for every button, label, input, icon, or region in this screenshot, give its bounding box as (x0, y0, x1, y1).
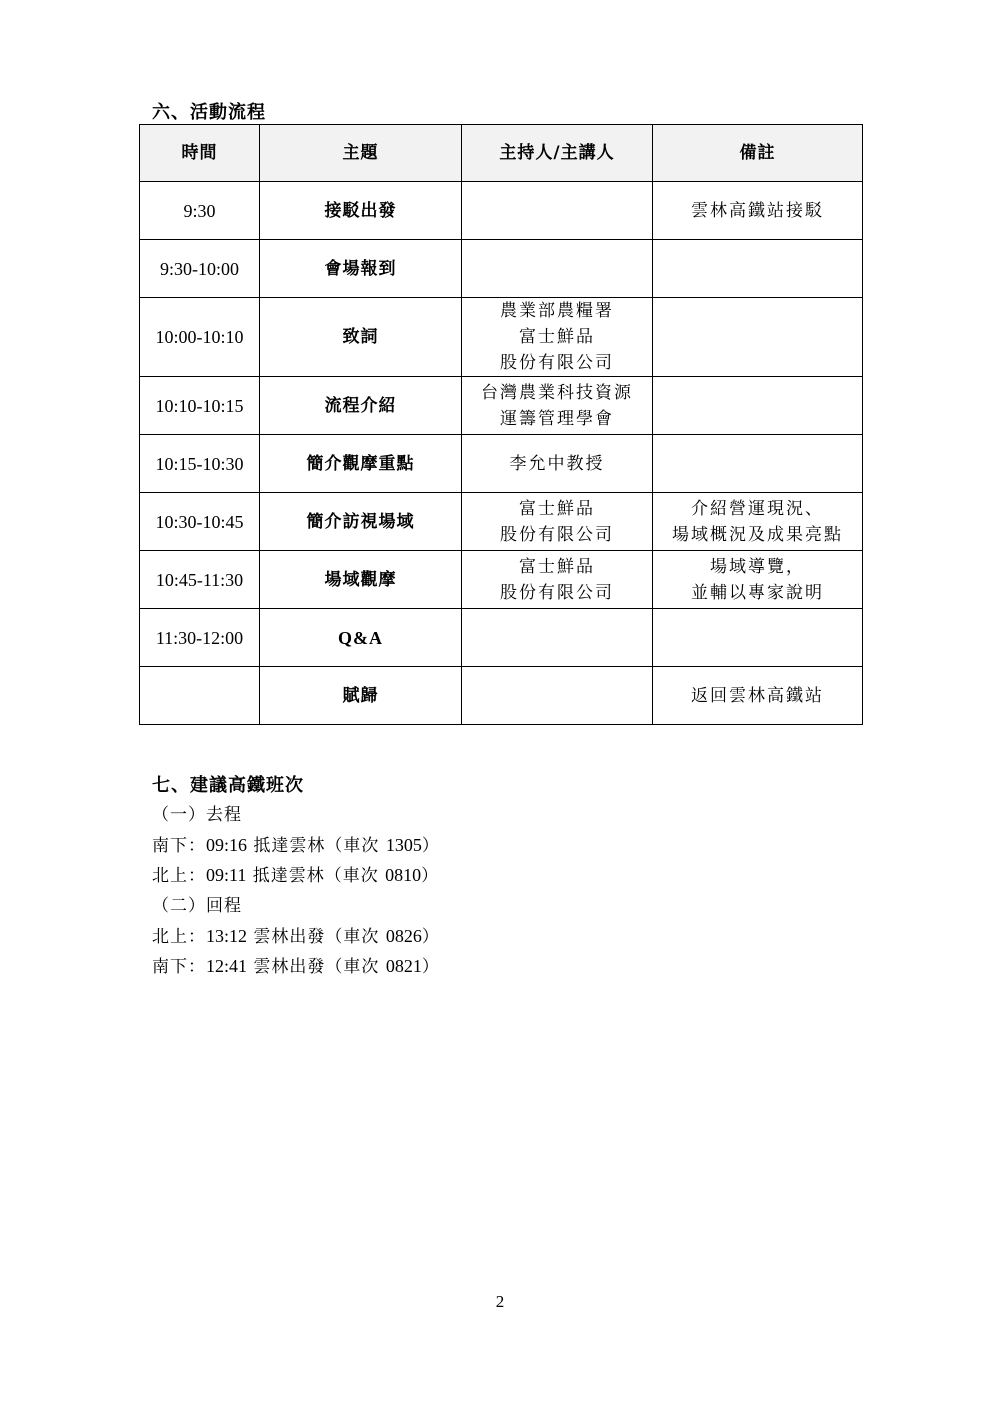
cell-topic: 致詞 (260, 298, 462, 377)
train-close: ） (421, 957, 440, 977)
cell-time: 10:45-11:30 (140, 551, 260, 609)
train-close: ） (421, 836, 440, 856)
host-line: 農業部農糧署 (500, 301, 614, 321)
header-topic: 主題 (260, 125, 462, 182)
cell-note (653, 667, 863, 725)
train-time: 12:41 (206, 956, 248, 976)
cell-host (462, 377, 653, 435)
note-line: 雲林高鐵站接駁 (691, 200, 824, 221)
host-line: 股份有限公司 (500, 582, 614, 603)
return-label: （二）回程 (152, 896, 242, 916)
train-time: 13:12 (206, 926, 248, 946)
cell-host (462, 435, 653, 493)
cell-note (653, 493, 863, 551)
train-time: 09:11 (206, 865, 247, 885)
train-entry (152, 861, 439, 886)
table-row (140, 298, 863, 377)
table-row (140, 377, 863, 435)
train-time: 09:16 (206, 835, 248, 855)
cell-host (462, 609, 653, 667)
cell-time: 10:15-10:30 (140, 435, 260, 493)
cell-host (462, 182, 653, 240)
cell-time: 10:30-10:45 (140, 493, 260, 551)
host-line: 李允中教授 (509, 453, 605, 474)
train-close: ） (421, 866, 440, 886)
train-text: 抵達雲林（車次 (253, 836, 380, 856)
cell-time: 10:10-10:15 (140, 377, 260, 435)
cell-host (462, 551, 653, 609)
page-number: 2 (495, 1292, 505, 1311)
note-line: 場域導覽， (710, 556, 805, 577)
train-number: 0826 (385, 926, 422, 946)
cell-note (653, 240, 863, 298)
host-line: 運籌管理學會 (500, 408, 614, 429)
header-note: 備註 (653, 125, 863, 182)
cell-topic: 接駁出發 (260, 182, 462, 240)
cell-note (653, 182, 863, 240)
header-time: 時間 (140, 125, 260, 182)
cell-host (462, 493, 653, 551)
cell-note (653, 435, 863, 493)
table-row (140, 493, 863, 551)
host-line: 富士鮮品 (519, 327, 595, 347)
cell-note (653, 551, 863, 609)
cell-note (653, 609, 863, 667)
header-host: 主持人/主講人 (462, 125, 653, 182)
table-row (140, 609, 863, 667)
train-number: 0810 (385, 865, 422, 885)
host-line: 台灣農業科技資源 (481, 382, 633, 403)
cell-time (140, 667, 260, 725)
train-text: 雲林出發（車次 (253, 957, 380, 977)
outbound-label: （一）去程 (152, 805, 242, 825)
table-row (140, 667, 863, 725)
cell-time: 9:30-10:00 (140, 240, 260, 298)
note-line: 並輔以專家說明 (691, 582, 824, 603)
section-7-heading: 七、建議高鐵班次 (152, 775, 304, 796)
host-line: 股份有限公司 (500, 353, 614, 373)
cell-time: 11:30-12:00 (140, 609, 260, 667)
train-number: 1305 (385, 835, 422, 855)
cell-topic: Q&A (260, 609, 462, 667)
train-direction: 北上： (152, 866, 206, 886)
table-row (140, 435, 863, 493)
cell-time: 9:30 (140, 182, 260, 240)
cell-topic: 會場報到 (260, 240, 462, 298)
cell-note (653, 377, 863, 435)
cell-host (462, 240, 653, 298)
table-row (140, 240, 863, 298)
cell-host (462, 667, 653, 725)
cell-topic: 賦歸 (260, 667, 462, 725)
cell-topic: 流程介紹 (260, 377, 462, 435)
schedule-table (139, 124, 863, 725)
cell-host (462, 298, 653, 377)
note-line: 介紹營運現況、 (691, 498, 824, 519)
cell-topic: 簡介訪視場域 (260, 493, 462, 551)
cell-time: 10:00-10:10 (140, 298, 260, 377)
train-direction: 北上： (152, 927, 206, 947)
section-6-heading: 六、活動流程 (152, 102, 266, 123)
train-direction: 南下： (152, 836, 206, 856)
train-text: 雲林出發（車次 (253, 927, 380, 947)
table-row (140, 182, 863, 240)
train-close: ） (421, 927, 440, 947)
cell-note (653, 298, 863, 377)
train-entry (152, 952, 440, 977)
host-line: 股份有限公司 (500, 524, 614, 545)
host-line: 富士鮮品 (519, 498, 595, 519)
note-line: 場域概況及成果亮點 (672, 524, 843, 545)
train-number: 0821 (385, 956, 422, 976)
train-entry (152, 831, 440, 856)
table-row (140, 551, 863, 609)
cell-topic: 簡介觀摩重點 (260, 435, 462, 493)
train-entry (152, 922, 440, 947)
host-line: 富士鮮品 (519, 556, 595, 577)
train-direction: 南下： (152, 957, 206, 977)
cell-topic: 場域觀摩 (260, 551, 462, 609)
train-text: 抵達雲林（車次 (252, 866, 379, 886)
note-line: 返回雲林高鐵站 (691, 685, 824, 706)
